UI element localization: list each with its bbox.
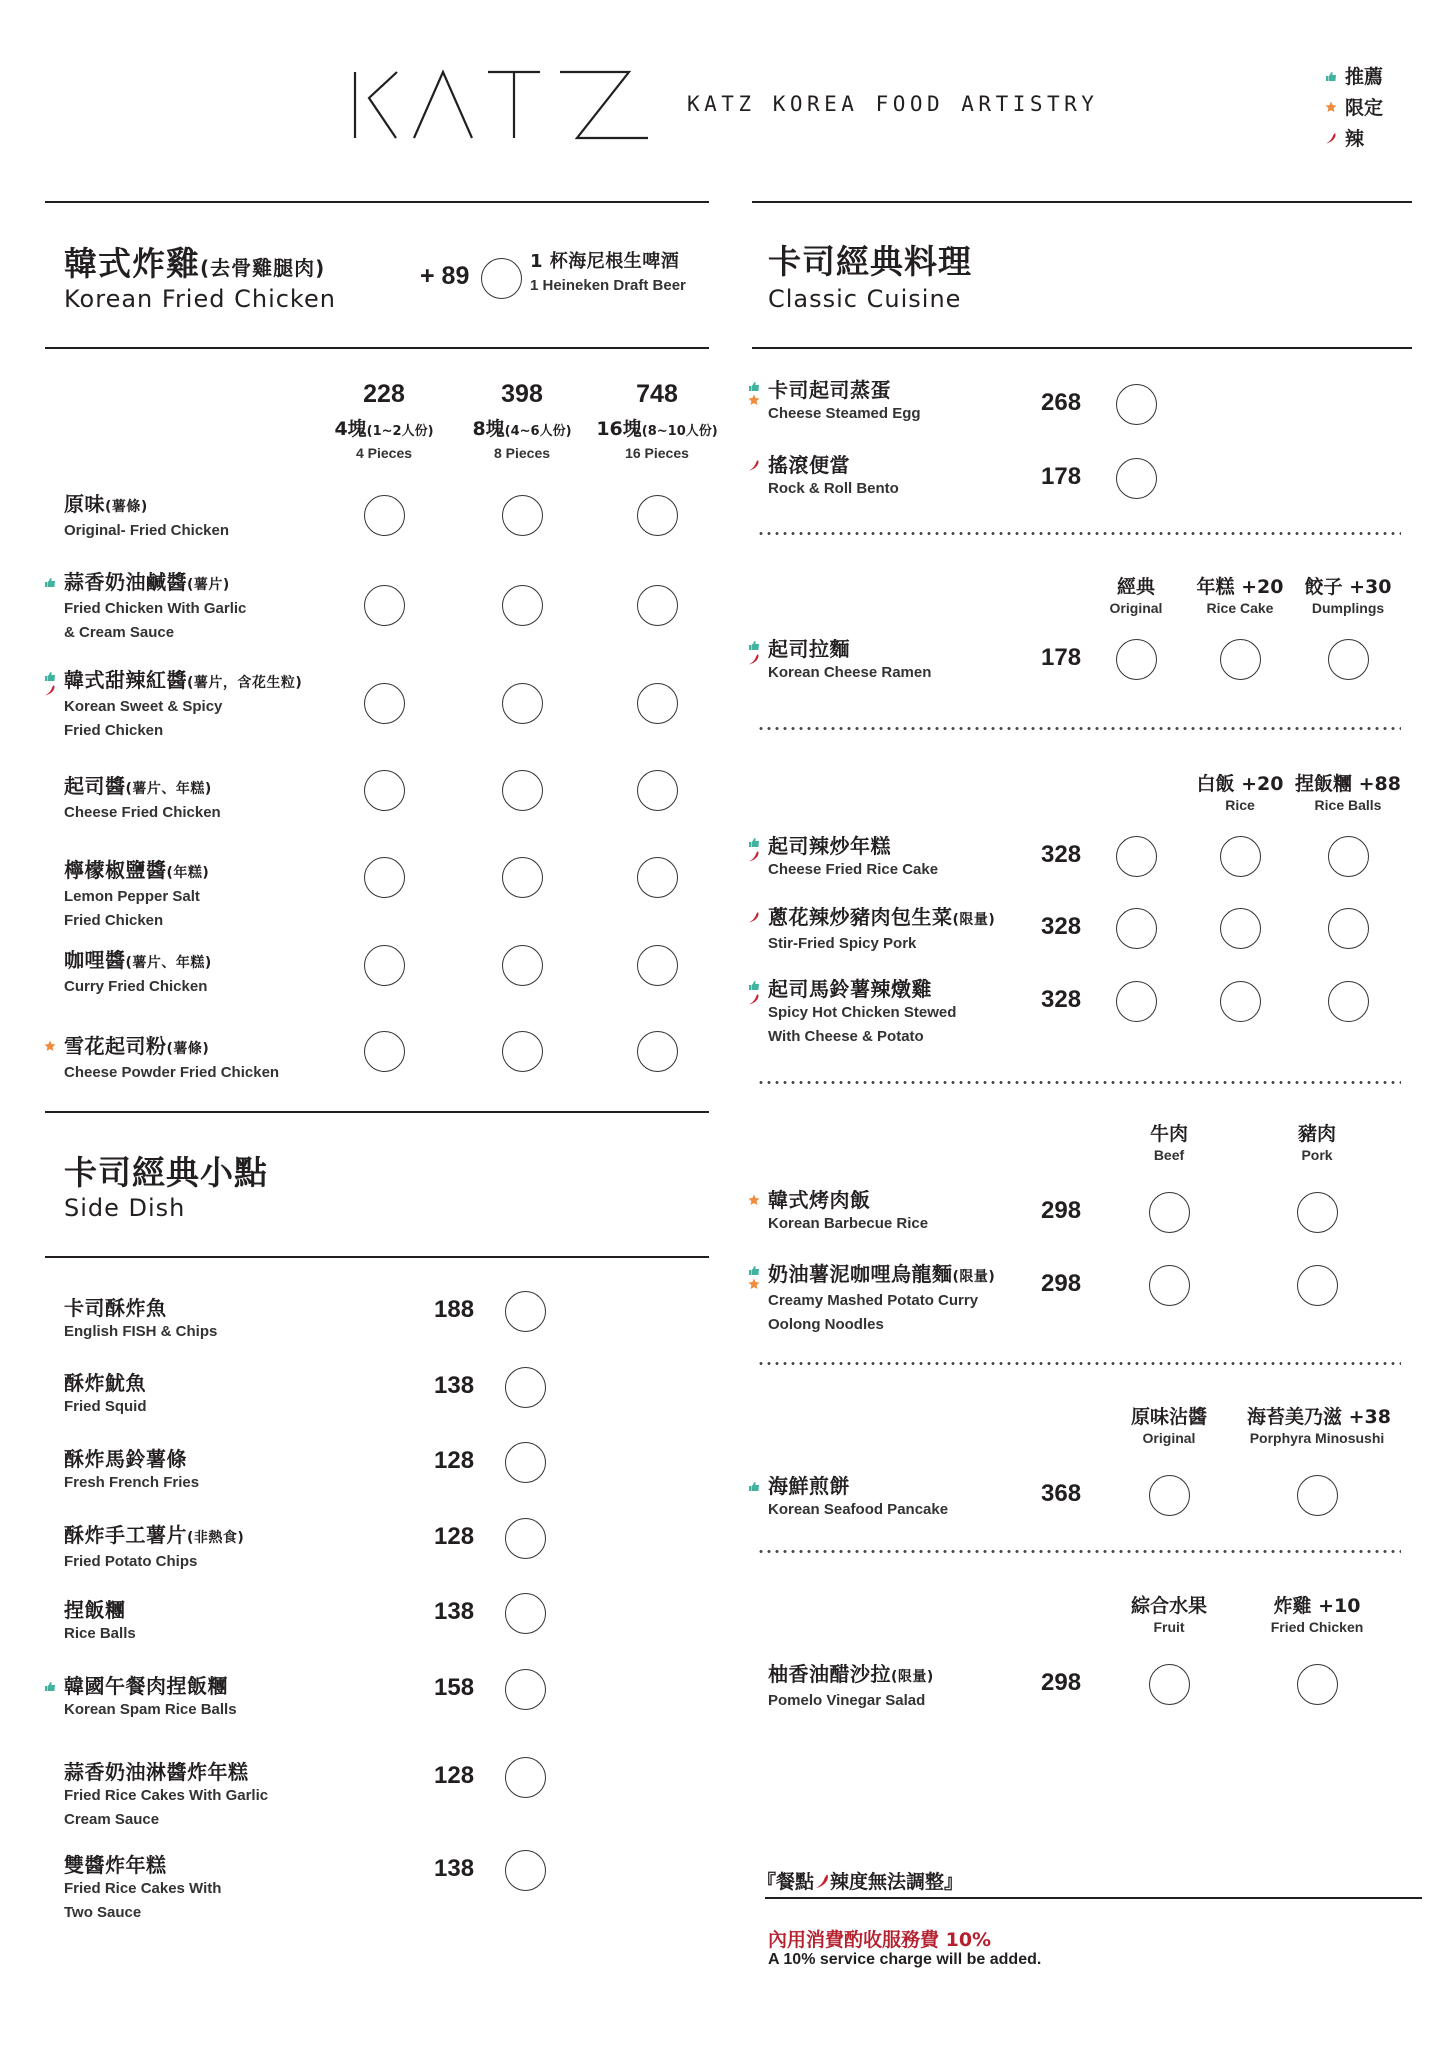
item-name-en: Korean Spam Rice Balls	[64, 1701, 237, 1718]
option-checkbox[interactable]	[1297, 1265, 1338, 1306]
menu-item	[64, 492, 229, 543]
size-checkbox[interactable]	[637, 683, 678, 724]
fried-chicken-title-zh: 韓式炸雞(去骨雞腿肉)	[64, 244, 326, 283]
dotted-divider	[757, 1362, 1401, 1365]
item-price: 158	[434, 1674, 475, 1701]
option-column-header: 綜合水果 Fruit	[1130, 1595, 1207, 1635]
item-name-zh: 咖哩醬(薯片、年糕)	[64, 948, 212, 972]
dotted-divider	[757, 532, 1401, 535]
classic-title-zh: 卡司經典料理	[768, 242, 972, 281]
size-checkbox[interactable]	[502, 1031, 543, 1072]
size-pieces-zh: 8塊(4~6人份)	[472, 418, 572, 440]
option-checkbox[interactable]	[1116, 384, 1157, 425]
option-checkbox[interactable]	[1116, 639, 1157, 680]
item-name-en: Cheese Powder Fried Chicken	[64, 1064, 280, 1081]
side-dish-title-en: Side Dish	[64, 1194, 186, 1222]
item-price: 128	[434, 1447, 475, 1474]
star-icon	[748, 1194, 760, 1206]
item-name-en-line2: Fried Chicken	[64, 722, 164, 739]
item-price: 138	[434, 1372, 475, 1399]
size-checkbox[interactable]	[364, 770, 405, 811]
option-column-header: 餃子 +30 Dumplings	[1304, 576, 1392, 616]
side-dish-title-zh: 卡司經典小點	[64, 1153, 268, 1192]
thumbs-up-icon	[44, 1680, 56, 1692]
item-price: 298	[1041, 1270, 1082, 1297]
option-column-header: 原味沾醬 Original	[1130, 1406, 1207, 1446]
size-checkbox[interactable]	[637, 585, 678, 626]
dotted-divider	[757, 727, 1401, 730]
chili-icon	[748, 911, 760, 923]
thumbs-up-icon	[748, 1480, 760, 1492]
item-marks	[43, 576, 57, 588]
item-name-en: Fried Rice Cakes With Garlic	[64, 1787, 269, 1804]
size-checkbox[interactable]	[502, 585, 543, 626]
menu-item	[64, 858, 209, 933]
item-price: 328	[1041, 913, 1082, 940]
option-checkbox[interactable]	[1220, 836, 1261, 877]
option-column-header: 白飯 +20 Rice	[1196, 773, 1284, 813]
chili-icon	[748, 459, 760, 471]
order-checkbox[interactable]	[505, 1593, 546, 1634]
beer-addon-label: 1 杯海尼根生啤酒 1 Heineken Draft Beer	[530, 251, 686, 294]
item-name-zh: 起司馬鈴薯辣燉雞	[768, 977, 932, 1001]
star-icon	[748, 394, 760, 406]
option-checkbox[interactable]	[1116, 836, 1157, 877]
size-checkbox[interactable]	[364, 683, 405, 724]
thumbs-up-icon	[44, 576, 56, 588]
menu-item	[768, 905, 995, 956]
thumbs-up-icon	[748, 979, 760, 991]
size-column-header	[304, 378, 464, 461]
item-name-en: Cheese Steamed Egg	[768, 405, 921, 422]
size-checkbox[interactable]	[637, 495, 678, 536]
thumbs-up-icon	[1325, 70, 1337, 82]
size-checkbox[interactable]	[364, 945, 405, 986]
order-checkbox[interactable]	[505, 1757, 546, 1798]
item-name-zh: 韓式烤肉飯	[768, 1188, 871, 1212]
menu-item	[768, 378, 921, 426]
item-marks	[43, 670, 57, 696]
legend	[1325, 60, 1383, 153]
item-marks	[43, 1680, 57, 1692]
size-pieces-zh: 16塊(8~10人份)	[596, 418, 718, 440]
item-name-zh: 酥炸魷魚	[64, 1371, 146, 1395]
item-name-en: Cheese Fried Rice Cake	[768, 861, 939, 878]
item-name-en: Fried Rice Cakes With	[64, 1880, 222, 1897]
option-checkbox[interactable]	[1149, 1664, 1190, 1705]
fried-chicken-title-en: Korean Fried Chicken	[64, 285, 336, 313]
option-column-header: 炸雞 +10 Fried Chicken	[1270, 1595, 1364, 1635]
item-price: 138	[434, 1598, 475, 1625]
item-name-en-line2: Oolong Noodles	[768, 1316, 884, 1333]
katz-logo-mark	[352, 68, 657, 142]
chili-icon	[814, 1872, 830, 1890]
item-name-en: Rock & Roll Bento	[768, 480, 899, 497]
item-price: 188	[434, 1296, 475, 1323]
order-checkbox[interactable]	[505, 1291, 546, 1332]
size-column-header	[577, 378, 737, 461]
item-price: 128	[434, 1523, 475, 1550]
item-name-en-line2: Cream Sauce	[64, 1811, 160, 1828]
chili-icon	[1325, 132, 1337, 144]
menu-item	[64, 774, 221, 825]
item-name-zh: 捏飯糰	[64, 1598, 126, 1622]
item-name-en: Pomelo Vinegar Salad	[768, 1692, 926, 1709]
katz-logo	[352, 68, 657, 142]
menu-item	[64, 1674, 237, 1722]
size-checkbox[interactable]	[637, 945, 678, 986]
menu-item	[64, 1296, 217, 1344]
divider	[752, 347, 1412, 349]
item-name-zh: 檸檬椒鹽醬(年糕)	[64, 858, 210, 882]
item-price: 368	[1041, 1480, 1082, 1507]
item-price: 138	[434, 1855, 475, 1882]
item-name-zh: 韓式甜辣紅醬(薯片，含花生粒)	[64, 668, 303, 692]
item-name-zh: 卡司酥炸魚	[64, 1296, 167, 1320]
size-checkbox[interactable]	[502, 495, 543, 536]
item-name-zh: 柚香油醋沙拉(限量)	[768, 1662, 934, 1686]
order-checkbox[interactable]	[505, 1367, 546, 1408]
size-checkbox[interactable]	[637, 1031, 678, 1072]
legend-limited: 限定	[1325, 91, 1383, 122]
option-column-header: 牛肉 Beef	[1149, 1123, 1188, 1163]
menu-item	[64, 1598, 136, 1646]
size-checkbox[interactable]	[502, 683, 543, 724]
item-price: 298	[1041, 1197, 1082, 1224]
item-name-zh: 蒜香奶油鹹醬(薯片)	[64, 570, 230, 594]
item-price: 268	[1041, 389, 1082, 416]
item-marks	[747, 1264, 761, 1290]
option-checkbox[interactable]	[1297, 1664, 1338, 1705]
option-checkbox[interactable]	[1149, 1475, 1190, 1516]
item-name-en: Spicy Hot Chicken Stewed	[768, 1004, 957, 1021]
chili-icon	[748, 653, 760, 665]
item-name-en: Fresh French Fries	[64, 1474, 200, 1491]
divider	[765, 1897, 1422, 1899]
beer-addon-price: + 89	[420, 262, 470, 290]
item-name-zh: 雙醬炸年糕	[64, 1853, 167, 1877]
option-column-header: 捏飯糰 +88 Rice Balls	[1295, 773, 1401, 813]
menu-item	[64, 1371, 147, 1419]
size-checkbox[interactable]	[364, 585, 405, 626]
option-checkbox[interactable]	[1116, 908, 1157, 949]
option-checkbox[interactable]	[1220, 639, 1261, 680]
item-name-zh: 原味(薯條)	[64, 492, 148, 516]
item-name-en: English FISH & Chips	[64, 1323, 218, 1340]
classic-title-en: Classic Cuisine	[768, 285, 962, 313]
order-checkbox[interactable]	[505, 1442, 546, 1483]
item-name-zh: 韓國午餐肉捏飯糰	[64, 1674, 228, 1698]
menu-item	[768, 1262, 995, 1337]
menu-item	[768, 1662, 934, 1713]
divider	[45, 1256, 709, 1258]
item-marks	[747, 836, 761, 862]
thumbs-up-icon	[748, 1264, 760, 1276]
spicy-note: 『餐點 辣度無法調整』	[757, 1871, 964, 1893]
divider	[45, 1111, 709, 1113]
item-name-en: Korean Seafood Pancake	[768, 1501, 949, 1518]
option-checkbox[interactable]	[1328, 908, 1369, 949]
legend-spicy: 辣	[1325, 122, 1383, 153]
menu-item	[768, 834, 938, 882]
item-name-en: Korean Sweet & Spicy	[64, 698, 223, 715]
dotted-divider	[757, 1550, 1401, 1553]
option-column-header: 豬肉 Pork	[1297, 1123, 1336, 1163]
order-checkbox[interactable]	[505, 1669, 546, 1710]
option-column-header: 年糕 +20 Rice Cake	[1196, 576, 1284, 616]
size-pieces-en: 16 Pieces	[625, 445, 689, 461]
menu-item	[768, 1188, 928, 1236]
item-name-en-line2: Fried Chicken	[64, 912, 164, 929]
option-column-header: 經典 Original	[1109, 576, 1163, 616]
option-column-header: 海苔美乃滋 +38 Porphyra Minosushi	[1247, 1406, 1391, 1446]
item-name-zh: 起司辣炒年糕	[768, 834, 891, 858]
item-name-en-line2: With Cheese & Potato	[768, 1028, 924, 1045]
item-name-zh: 搖滾便當	[768, 453, 850, 477]
option-checkbox[interactable]	[1297, 1475, 1338, 1516]
item-name-zh: 蔥花辣炒豬肉包生菜(限量)	[768, 905, 996, 929]
item-name-zh: 蒜香奶油淋醬炸年糕	[64, 1760, 249, 1784]
menu-item	[768, 637, 931, 685]
item-name-zh: 卡司起司蒸蛋	[768, 378, 891, 402]
item-name-en: Korean Cheese Ramen	[768, 664, 932, 681]
item-marks	[747, 979, 761, 1005]
size-checkbox[interactable]	[364, 1031, 405, 1072]
item-name-en: Rice Balls	[64, 1625, 136, 1642]
item-name-zh: 奶油薯泥咖哩烏龍麵(限量)	[768, 1262, 996, 1286]
brand-tagline: KATZ KOREA FOOD ARTISTRY	[687, 92, 1099, 116]
star-icon	[1325, 101, 1337, 113]
thumbs-up-icon	[44, 670, 56, 682]
size-checkbox[interactable]	[364, 857, 405, 898]
size-checkbox[interactable]	[637, 857, 678, 898]
item-name-zh: 起司拉麵	[768, 637, 850, 661]
thumbs-up-icon	[748, 380, 760, 392]
service-charge-en: A 10% service charge will be added.	[768, 1951, 1042, 1968]
menu-item	[64, 948, 212, 999]
star-icon	[748, 1278, 760, 1290]
size-pieces-en: 8 Pieces	[493, 445, 551, 461]
size-checkbox[interactable]	[502, 770, 543, 811]
item-price: 328	[1041, 841, 1082, 868]
chili-icon	[748, 850, 760, 862]
item-price: 128	[434, 1762, 475, 1789]
size-pieces-en: 4 Pieces	[355, 445, 413, 461]
divider	[45, 347, 709, 349]
dotted-divider	[757, 1081, 1401, 1084]
size-price: 398	[501, 380, 543, 408]
size-price: 228	[363, 380, 405, 408]
item-name-en: Fried Potato Chips	[64, 1553, 198, 1570]
item-marks	[43, 1040, 57, 1052]
option-checkbox[interactable]	[1220, 981, 1261, 1022]
divider	[752, 201, 1412, 203]
size-price: 748	[636, 380, 678, 408]
item-price: 298	[1041, 1669, 1082, 1696]
menu-item	[64, 570, 246, 645]
item-name-zh: 起司醬(薯片、年糕)	[64, 774, 212, 798]
item-price: 178	[1041, 644, 1082, 671]
item-name-en: Curry Fried Chicken	[64, 978, 208, 995]
option-checkbox[interactable]	[1149, 1265, 1190, 1306]
option-checkbox[interactable]	[1149, 1192, 1190, 1233]
order-checkbox[interactable]	[505, 1850, 546, 1891]
service-charge-zh: 內用消費酌收服務費 10%	[768, 1929, 992, 1951]
item-name-zh: 酥炸手工薯片(非熱食)	[64, 1523, 245, 1547]
option-checkbox[interactable]	[1297, 1192, 1338, 1233]
star-icon	[44, 1040, 56, 1052]
item-name-zh: 酥炸馬鈴薯條	[64, 1447, 187, 1471]
option-checkbox[interactable]	[1116, 981, 1157, 1022]
item-marks	[747, 380, 761, 406]
chili-icon	[44, 684, 56, 696]
option-checkbox[interactable]	[1328, 981, 1369, 1022]
item-name-en: Lemon Pepper Salt	[64, 888, 200, 905]
option-checkbox[interactable]	[1116, 458, 1157, 499]
item-name-en-line2: & Cream Sauce	[64, 624, 175, 641]
thumbs-up-icon	[748, 836, 760, 848]
thumbs-up-icon	[748, 639, 760, 651]
legend-recommend: 推薦	[1325, 60, 1383, 91]
size-checkbox[interactable]	[502, 945, 543, 986]
item-name-en: Creamy Mashed Potato Curry	[768, 1292, 979, 1309]
item-price: 328	[1041, 986, 1082, 1013]
menu-item	[768, 977, 956, 1049]
item-name-en-line2: Two Sauce	[64, 1904, 142, 1921]
menu-item	[64, 1034, 279, 1085]
item-marks	[747, 1480, 761, 1492]
item-price: 178	[1041, 463, 1082, 490]
size-checkbox[interactable]	[364, 495, 405, 536]
size-checkbox[interactable]	[502, 857, 543, 898]
menu-item	[64, 1523, 244, 1574]
menu-item	[768, 453, 899, 501]
menu-item	[64, 668, 302, 743]
item-name-en: Cheese Fried Chicken	[64, 804, 221, 821]
size-pieces-zh: 4塊(1~2人份)	[334, 418, 434, 440]
item-name-en: Stir-Fried Spicy Pork	[768, 935, 917, 952]
chili-icon	[748, 993, 760, 1005]
item-marks	[747, 639, 761, 665]
item-name-zh: 海鮮煎餅	[768, 1474, 850, 1498]
item-name-en: Korean Barbecue Rice	[768, 1215, 929, 1232]
option-checkbox[interactable]	[1328, 639, 1369, 680]
item-marks	[747, 459, 761, 471]
size-checkbox[interactable]	[637, 770, 678, 811]
option-checkbox[interactable]	[1328, 836, 1369, 877]
item-name-zh: 雪花起司粉(薯條)	[64, 1034, 210, 1058]
item-name-en: Fried Squid	[64, 1398, 147, 1415]
option-checkbox[interactable]	[1220, 908, 1261, 949]
item-marks	[747, 911, 761, 923]
menu-item	[64, 1447, 199, 1495]
beer-addon-checkbox[interactable]	[481, 258, 522, 299]
menu-item	[64, 1760, 268, 1832]
divider	[45, 201, 709, 203]
item-name-en: Original- Fried Chicken	[64, 522, 230, 539]
item-marks	[747, 1194, 761, 1206]
menu-item	[64, 1853, 221, 1925]
menu-item	[768, 1474, 948, 1522]
order-checkbox[interactable]	[505, 1518, 546, 1559]
item-name-en: Fried Chicken With Garlic	[64, 600, 247, 617]
